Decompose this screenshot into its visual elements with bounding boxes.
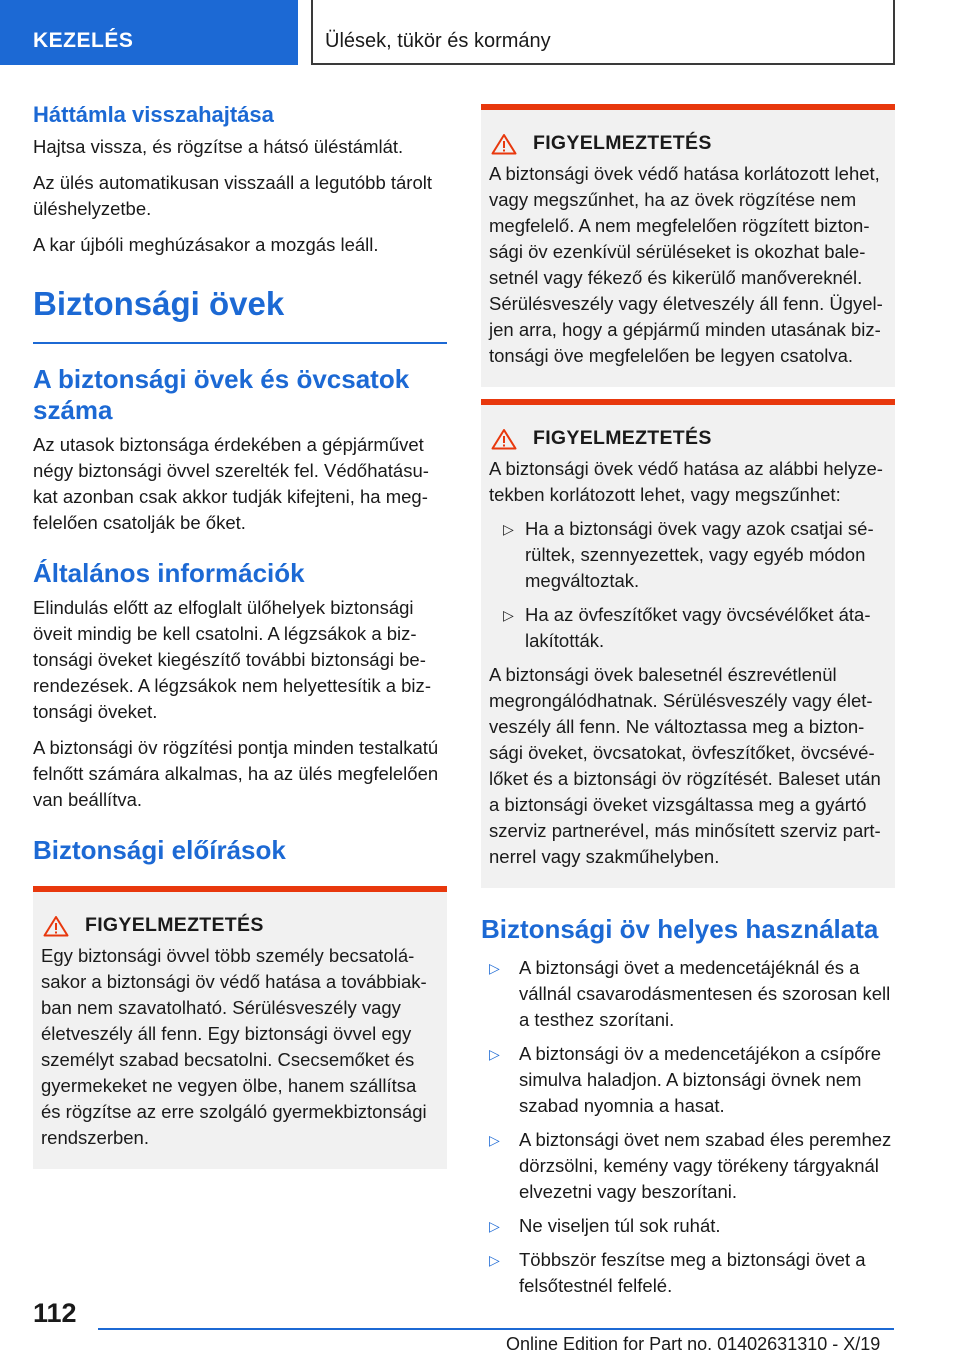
rules-heading: Biztonsági előírások	[33, 835, 286, 865]
section-tab: KEZELÉS	[0, 0, 298, 65]
header-title: Ülések, tükör és kormány	[325, 30, 551, 52]
general-paragraph-2: A biztonsági öv rögzítési pontja minden testalkatú felnőtt számára alkalmas, ha az ülés megfelelően van beállítva.	[33, 737, 439, 810]
page-number: 112	[33, 1298, 77, 1328]
list-item-text: Ha a biztonsági övek vagy azok csatjai sérültek, szennyezettek, vagy egyéb módon megváltoztak.	[525, 518, 874, 591]
list-item	[489, 602, 887, 654]
triangle-bullet-icon: ▷	[503, 607, 514, 623]
list-item-text: Többször feszítse meg a biztonsági övet a felsőtestnél felfelé.	[519, 1249, 866, 1296]
warning-box-1	[481, 104, 895, 387]
triangle-bullet-icon: ▷	[489, 960, 500, 976]
list-item-text: A biztonsági övet a medencetájéknál és a vállnál csavarodásmentesen és szorosan kell a testhez szorítani.	[519, 957, 891, 1030]
header-divider	[311, 0, 313, 65]
triangle-bullet-icon: ▷	[489, 1218, 500, 1234]
header-underline	[311, 63, 895, 65]
warning-title: FIGYELMEZTETÉS	[85, 914, 264, 936]
list-item	[481, 1127, 895, 1205]
triangle-bullet-icon: ▷	[489, 1132, 500, 1148]
list-item	[481, 1041, 895, 1119]
count-heading: A biztonsági övek és övcsatok száma	[33, 364, 410, 425]
list-item	[481, 955, 895, 1033]
list-item-text: Ne viseljen túl sok ruhát.	[519, 1215, 721, 1236]
triangle-bullet-icon: ▷	[489, 1046, 500, 1062]
usage-bullet-list	[481, 955, 895, 1299]
backrest-paragraph-2: Az ülés automatikusan visszaáll a legutóbb tárolt üléshelyzetbe.	[33, 172, 432, 219]
list-item-text: A biztonsági övet nem szabad éles peremhez dörzsölni, kemény vagy törékeny tárgyaknál elvezetni vagy beszorítani.	[519, 1129, 892, 1202]
list-item	[481, 1213, 895, 1239]
warning-triangle-icon	[43, 915, 69, 937]
warning-title: FIGYELMEZTETÉS	[533, 427, 712, 449]
left-column	[33, 100, 447, 1169]
list-item	[481, 1247, 895, 1299]
warning-header	[489, 132, 887, 155]
chapter-heading: Biztonsági övek	[33, 285, 285, 322]
warning-title: FIGYELMEZTETÉS	[533, 132, 712, 154]
right-column	[481, 104, 895, 1307]
usage-heading: Biztonsági öv helyes használata	[481, 914, 879, 944]
count-paragraph: Az utasok biztonsága érdekében a gépjárművet négy biztonsági övvel szerelték fel. Védőhatásukat azonban csak akkor tudják kifejteni, ha megfelelően csatolják be őket.	[33, 434, 429, 533]
backrest-paragraph-3: A kar újbóli meghúzásakor a mozgás leáll.	[33, 234, 379, 255]
chapter-rule	[33, 342, 447, 344]
backrest-paragraph-1: Hajtsa vissza, és rögzítse a hátsó üléstámlát.	[33, 136, 404, 157]
warning-triangle-icon	[491, 133, 517, 155]
warning-triangle-icon	[491, 428, 517, 450]
warning-text: A biztonsági övek védő hatása korlátozott lehet, vagy megszűnhet, ha az övek rögzítése nem megfelelő. A nem megfelelően rögzített biztonsági öv ezenkívül sérüléseket is okozhat balesetnél vagy fékező és kikerülő manővereknél. Sérülésveszély vagy életveszély áll fenn. Ügyeljen arra, hogy a gépjármű minden utasának biztonsági öve megfelelően be legyen csatolva.	[489, 163, 883, 366]
list-item-text: A biztonsági öv a medencetájékon a csípőre simulva haladjon. A biztonsági övnek nem szabad nyomnia a hasat.	[519, 1043, 882, 1116]
triangle-bullet-icon: ▷	[503, 521, 514, 537]
header-divider-right	[893, 0, 895, 65]
general-heading: Általános információk	[33, 558, 305, 588]
general-paragraph-1: Elindulás előtt az elfoglalt ülőhelyek biztonsági öveit mindig be kell csatolni. A légzsákok a biztonsági öveket kiegészítő további biztonsági berendezések. A légzsákok nem helyettesítik a biztonsági öveket.	[33, 597, 431, 722]
list-item-text: Ha az övfeszítőket vagy övcsévélőket átalakították.	[525, 604, 871, 651]
footer-edition: Online Edition for Part no. 01402631310 - X/19	[506, 1334, 881, 1354]
warning-header	[489, 427, 887, 450]
warning-intro: A biztonsági övek védő hatása az alábbi helyzetekben korlátozott lehet, vagy megszűnhet:	[489, 458, 883, 505]
triangle-bullet-icon: ▷	[489, 1252, 500, 1268]
warning-text: Egy biztonsági övvel több személy becsatolásakor a biztonsági öv védő hatása a továbbiakban nem szavatolható. Sérülésveszély vagy életveszély áll fenn. Egy biztonsági övvel egy személyt szabad becsatolni. Csecsemőket és gyermekeket ne vegyen ölbe, hanem szállítsa és rögzítse az erre szolgáló gyermekbiztonsági rendszerben.	[41, 945, 427, 1148]
footer-rule	[98, 1328, 894, 1330]
warning-box-2	[481, 399, 895, 888]
warning-text: A biztonsági övek balesetnél észrevétlenül megrongálódhatnak. Sérülésveszély vagy életveszély áll fenn. Ne változtassa meg a biztonsági öveket, övcsatokat, övfeszítőket, övcsévélőket és a biztonsági öv rögzítését. Baleset után a biztonsági öveket vizsgáltassa meg a gyártó szerviz partnerével, más minősített szerviz partnerrel vagy szakműhelyben.	[489, 664, 881, 867]
backrest-heading: Háttámla visszahajtása	[33, 102, 274, 127]
warning-bullet-list	[489, 516, 887, 654]
warning-box	[33, 886, 447, 1169]
list-item	[489, 516, 887, 594]
warning-header	[41, 914, 439, 937]
